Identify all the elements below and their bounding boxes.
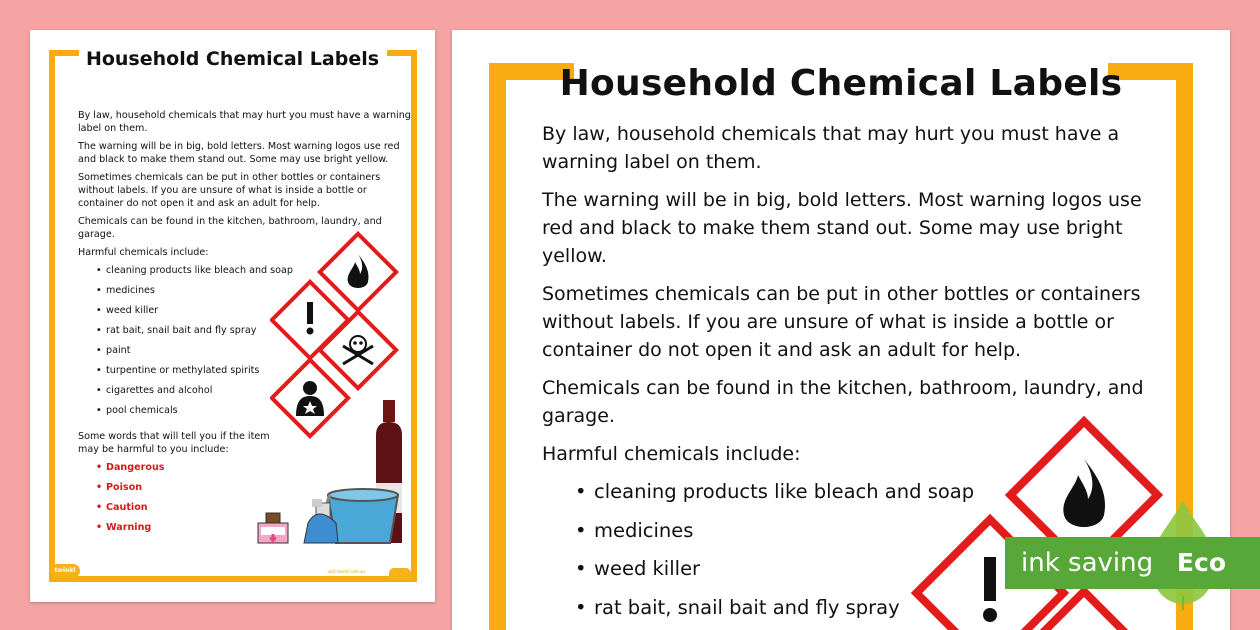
- warning-word: • Caution: [98, 501, 414, 521]
- warning-word: • Poison: [98, 481, 414, 501]
- list-item: • rat bait, snail bait and fly spray: [98, 324, 414, 344]
- twinkl-logo-small: [389, 568, 411, 580]
- thumbnail-paragraph: The warning will be in big, bold letters. Most warning logos use red and black to make them stand out. Some may use bright yellow.: [78, 141, 400, 165]
- warning-word: • Warning: [98, 521, 414, 541]
- thumbnail-title: Household Chemical Labels: [85, 48, 380, 70]
- twinkl-logo: twinkl: [50, 564, 80, 578]
- paragraph: By law, household chemicals that may hurt you must have a warning label on them.: [542, 123, 1120, 173]
- warning-word: • Dangerous: [98, 461, 414, 481]
- thumbnail-paragraph: Sometimes chemicals can be put in other bottles or containers without labels. If you are unsure of what is inside a bottle or container do not open it and ask an adult for help.: [78, 172, 381, 209]
- list-item: • rat bait, snail bait and fly spray: [578, 594, 1152, 630]
- thumbnail-paragraph: By law, household chemicals that may hurt you must have a warning label on them.: [78, 110, 411, 134]
- household-products-illustration: [248, 395, 408, 545]
- paragraph: The warning will be in big, bold letters. Most warning logos use red and black to make them stand out. Some may use bright yellow.: [542, 189, 1142, 267]
- thumbnail-harmful-intro: Harmful chemicals include:: [78, 247, 209, 258]
- list-item: • cleaning products like bleach and soap: [98, 264, 414, 284]
- footer-url: visit twinkl.com.au: [327, 569, 365, 574]
- paragraph: Chemicals can be found in the kitchen, bathroom, laundry, and garage.: [542, 377, 1144, 427]
- thumbnail-words-intro: Some words that will tell you if the item may be harmful to you include:: [78, 431, 270, 455]
- ink-saving-badge: [1005, 537, 1260, 589]
- list-item: • medicines: [98, 284, 414, 304]
- thumbnail-paragraph: Chemicals can be found in the kitchen, bathroom, laundry, and garage.: [78, 216, 382, 240]
- flame-hazard-icon: [320, 234, 396, 310]
- list-item: • weed killer: [98, 304, 414, 324]
- list-item: • pool chemicals: [98, 404, 414, 424]
- list-item: • weed killer: [578, 555, 1152, 594]
- paragraph: Sometimes chemicals can be put in other bottles or containers without labels. If you are unsure of what is inside a bottle or container do not open it and ask an adult for help.: [542, 283, 1141, 361]
- list-item: • medicines: [578, 517, 1152, 556]
- eco-label: Eco: [1176, 548, 1226, 577]
- list-item: • turpentine or methylated spirits: [98, 364, 414, 384]
- ink-saving-label: ink saving: [1021, 548, 1154, 578]
- page-title: Household Chemical Labels: [559, 63, 1123, 104]
- thumbnail-page[interactable]: [30, 30, 435, 602]
- harmful-intro: Harmful chemicals include:: [542, 443, 801, 465]
- list-item: • cleaning products like bleach and soap: [578, 478, 1152, 517]
- list-item: • cigarettes and alcohol: [98, 384, 414, 404]
- list-item: • paint: [98, 344, 414, 364]
